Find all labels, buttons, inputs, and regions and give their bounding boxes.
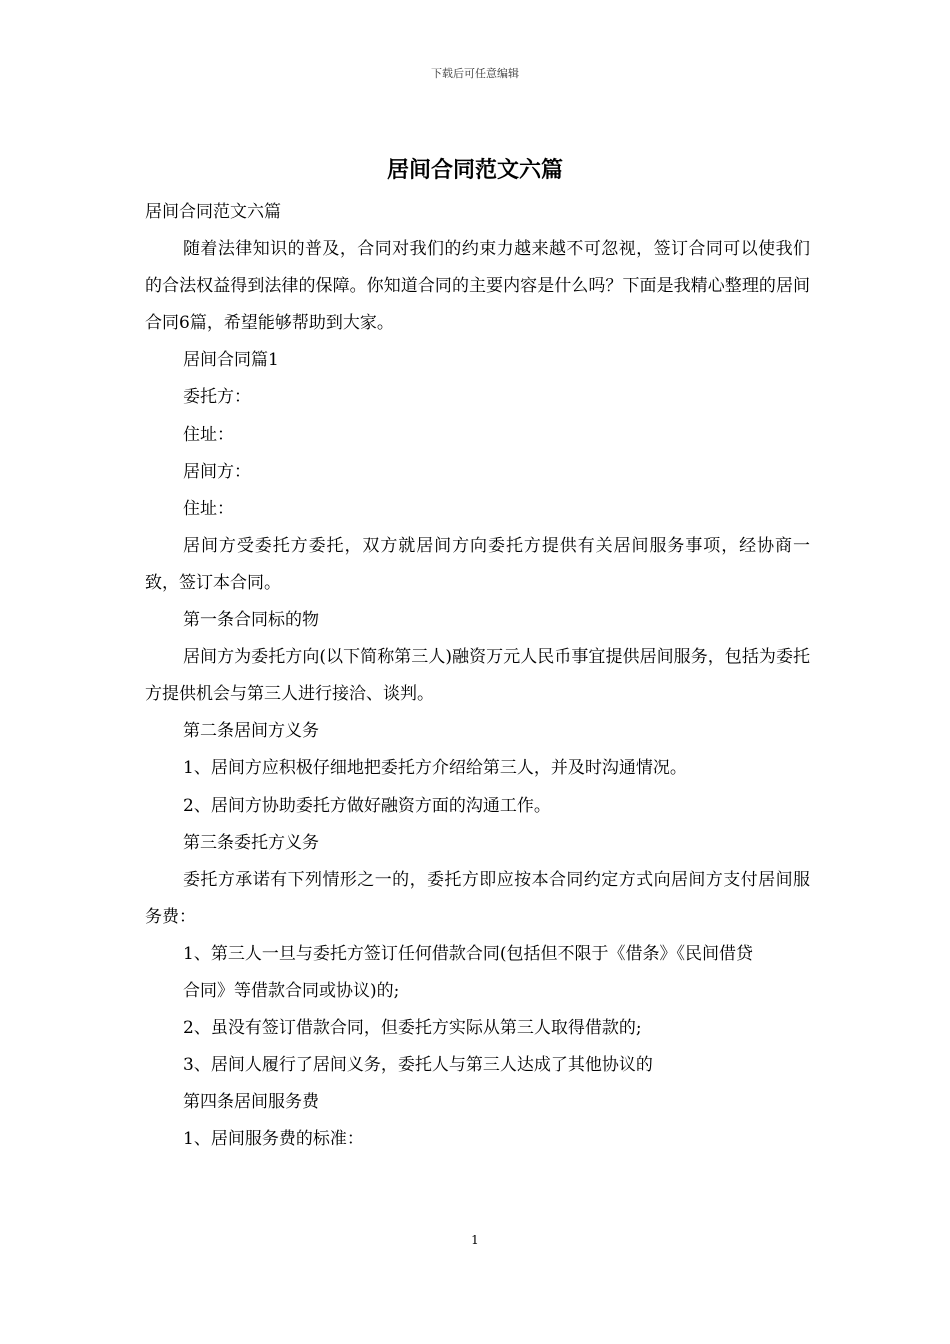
paragraph-article-3-item-3: 3、居间人履行了居间义务，委托人与第三人达成了其他协议的	[183, 1055, 653, 1076]
paragraph-client-address: 住址：	[183, 424, 234, 445]
page-header-note: 下载后可任意编辑	[431, 67, 519, 80]
paragraph-article-1-heading: 第一条合同标的物	[183, 610, 319, 631]
paragraph-article-4-heading: 第四条居间服务费	[183, 1092, 319, 1113]
paragraph-subtitle: 居间合同范文六篇	[145, 202, 281, 222]
paragraph-article-3-item-2: 2、虽没有签订借款合同，但委托方实际从第三人取得借款的;	[183, 1018, 642, 1039]
paragraph-intro: 随着法律知识的普及，合同对我们的约束力越来越不可忽视，签订合同可以使我们的合法权益得到法律的保障。你知道合同的主要内容是什么吗？下面是我精心整理的居间合同6篇，希望能够帮助到大家。	[145, 239, 810, 334]
paragraph-article-2-heading: 第二条居间方义务	[183, 721, 319, 742]
paragraph-article-2-item-2: 2、居间方协助委托方做好融资方面的沟通工作。	[183, 795, 551, 816]
document-body	[145, 194, 810, 1158]
paragraph-article-3-heading: 第三条委托方义务	[183, 832, 319, 853]
paragraph-article-3-item-1-cont: 合同》等借款合同或协议)的;	[183, 980, 400, 1001]
document-title: 居间合同范文六篇	[386, 157, 563, 183]
paragraph-article-1-body: 居间方为委托方向(以下简称第三人)融资万元人民币事宜提供居间服务，包括为委托方提供机会与第三人进行接洽、谈判。	[145, 647, 810, 705]
paragraph-article-3-item-1: 1、第三人一旦与委托方签订任何借款合同(包括但不限于《借条》《民间借贷	[183, 943, 753, 964]
paragraph-article-2-item-1: 1、居间方应积极仔细地把委托方介绍给第三人，并及时沟通情况。	[183, 758, 687, 779]
paragraph-article-4-item-1: 1、居间服务费的标准：	[183, 1129, 364, 1150]
page-number: 1	[471, 1233, 479, 1247]
paragraph-party-intermediary: 居间方：	[183, 461, 251, 482]
paragraph-section-heading: 居间合同篇1	[183, 350, 279, 371]
paragraph-intermediary-address: 住址：	[183, 498, 234, 519]
paragraph-party-client: 委托方：	[183, 387, 251, 408]
paragraph-preamble: 居间方受委托方委托，双方就居间方向委托方提供有关居间服务事项，经协商一致，签订本合同。	[145, 535, 810, 593]
paragraph-article-3-body: 委托方承诺有下列情形之一的，委托方即应按本合同约定方式向居间方支付居间服务费：	[145, 869, 810, 927]
